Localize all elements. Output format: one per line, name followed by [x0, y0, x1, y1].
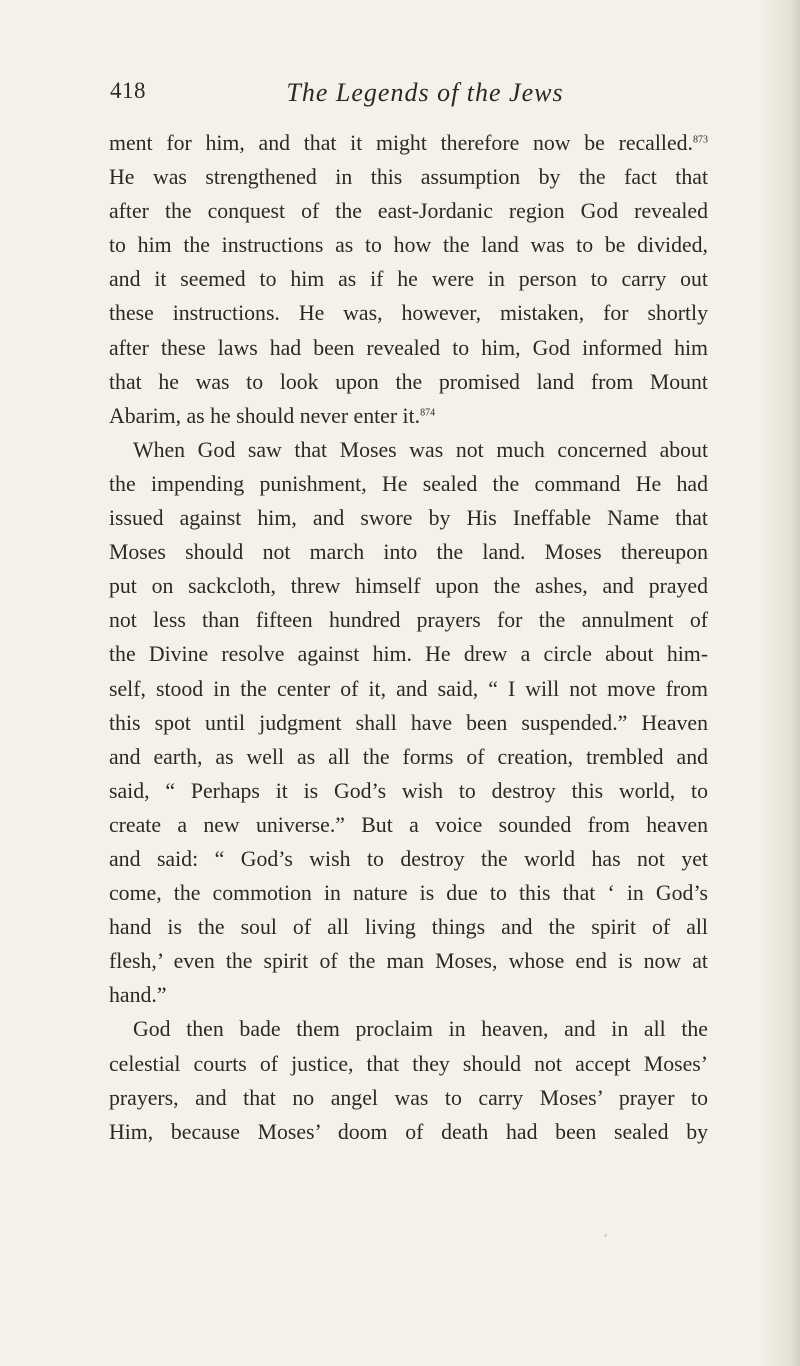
text-line: and said: “ God’s wish to destroy the world has not yet — [109, 846, 708, 871]
text-line: after the conquest of the east-Jordanic region God revealed — [109, 199, 708, 224]
page-header — [110, 78, 710, 118]
running-title: The Legends of the Jews — [286, 78, 564, 107]
text-line: and earth, as well as all the forms of creation, trembled and — [109, 744, 708, 769]
text-line: that he was to look upon the promised land from Mount — [109, 369, 708, 394]
paper-speck — [604, 1234, 607, 1237]
body-text — [109, 126, 708, 1149]
text-line: these instructions. He was, however, mistaken, for shortly — [109, 301, 708, 326]
text-line: issued against him, and swore by His Ineffable Name that — [109, 506, 708, 531]
text-line: hand.” — [109, 983, 167, 1008]
text-line: celestial courts of justice, that they should not accept Moses’ — [109, 1051, 708, 1076]
text-line: come, the commotion in nature is due to this that ‘ in God’s — [109, 881, 708, 906]
text-line: put on sackcloth, threw himself upon the ashes, and prayed — [109, 574, 708, 599]
text-line: prayers, and that no angel was to carry Moses’ prayer to — [109, 1085, 708, 1110]
text-line: God then bade them proclaim in heaven, and in all the — [133, 1017, 708, 1042]
text-line: the impending punishment, He sealed the command He had — [109, 471, 708, 496]
text-line: after these laws had been revealed to him, God informed him — [109, 335, 708, 360]
text-line: this spot until judgment shall have been suspended.” Heaven — [109, 710, 708, 735]
page-number: 418 — [110, 78, 146, 103]
text-line: Him, because Moses’ doom of death had been sealed by — [109, 1119, 708, 1144]
footnote-ref: 874 — [420, 407, 436, 419]
text-line: flesh,’ even the spirit of the man Moses, whose end is now at — [109, 949, 708, 974]
text-line: Moses should not march into the land. Moses thereupon — [109, 540, 708, 565]
text-line: self, stood in the center of it, and said, “ I will not move from — [109, 676, 708, 701]
text-line: the Divine resolve against him. He drew a circle about him- — [109, 642, 708, 667]
text-line: ment for him, and that it might therefore now be recalled.$^{873}$ — [109, 131, 708, 155]
text-line: create a new universe.” But a voice sounded from heaven — [109, 812, 708, 837]
text-line: hand is the soul of all living things and the spirit of all — [109, 915, 708, 940]
text-line: He was strengthened in this assumption by the fact that — [109, 165, 708, 190]
text-line: to him the instructions as to how the land was to be divided, — [109, 233, 708, 258]
text-line: said, “ Perhaps it is God’s wish to destroy this world, to — [109, 778, 708, 803]
footnote-ref: 873 — [693, 134, 708, 146]
text-line: not less than fifteen hundred prayers for the annulment of — [109, 608, 708, 633]
text-line: and it seemed to him as if he were in person to carry out — [109, 267, 708, 292]
text-line: When God saw that Moses was not much concerned about — [133, 437, 708, 462]
text-line: Abarim, as he should never enter it.$^{874}$ — [109, 403, 436, 428]
